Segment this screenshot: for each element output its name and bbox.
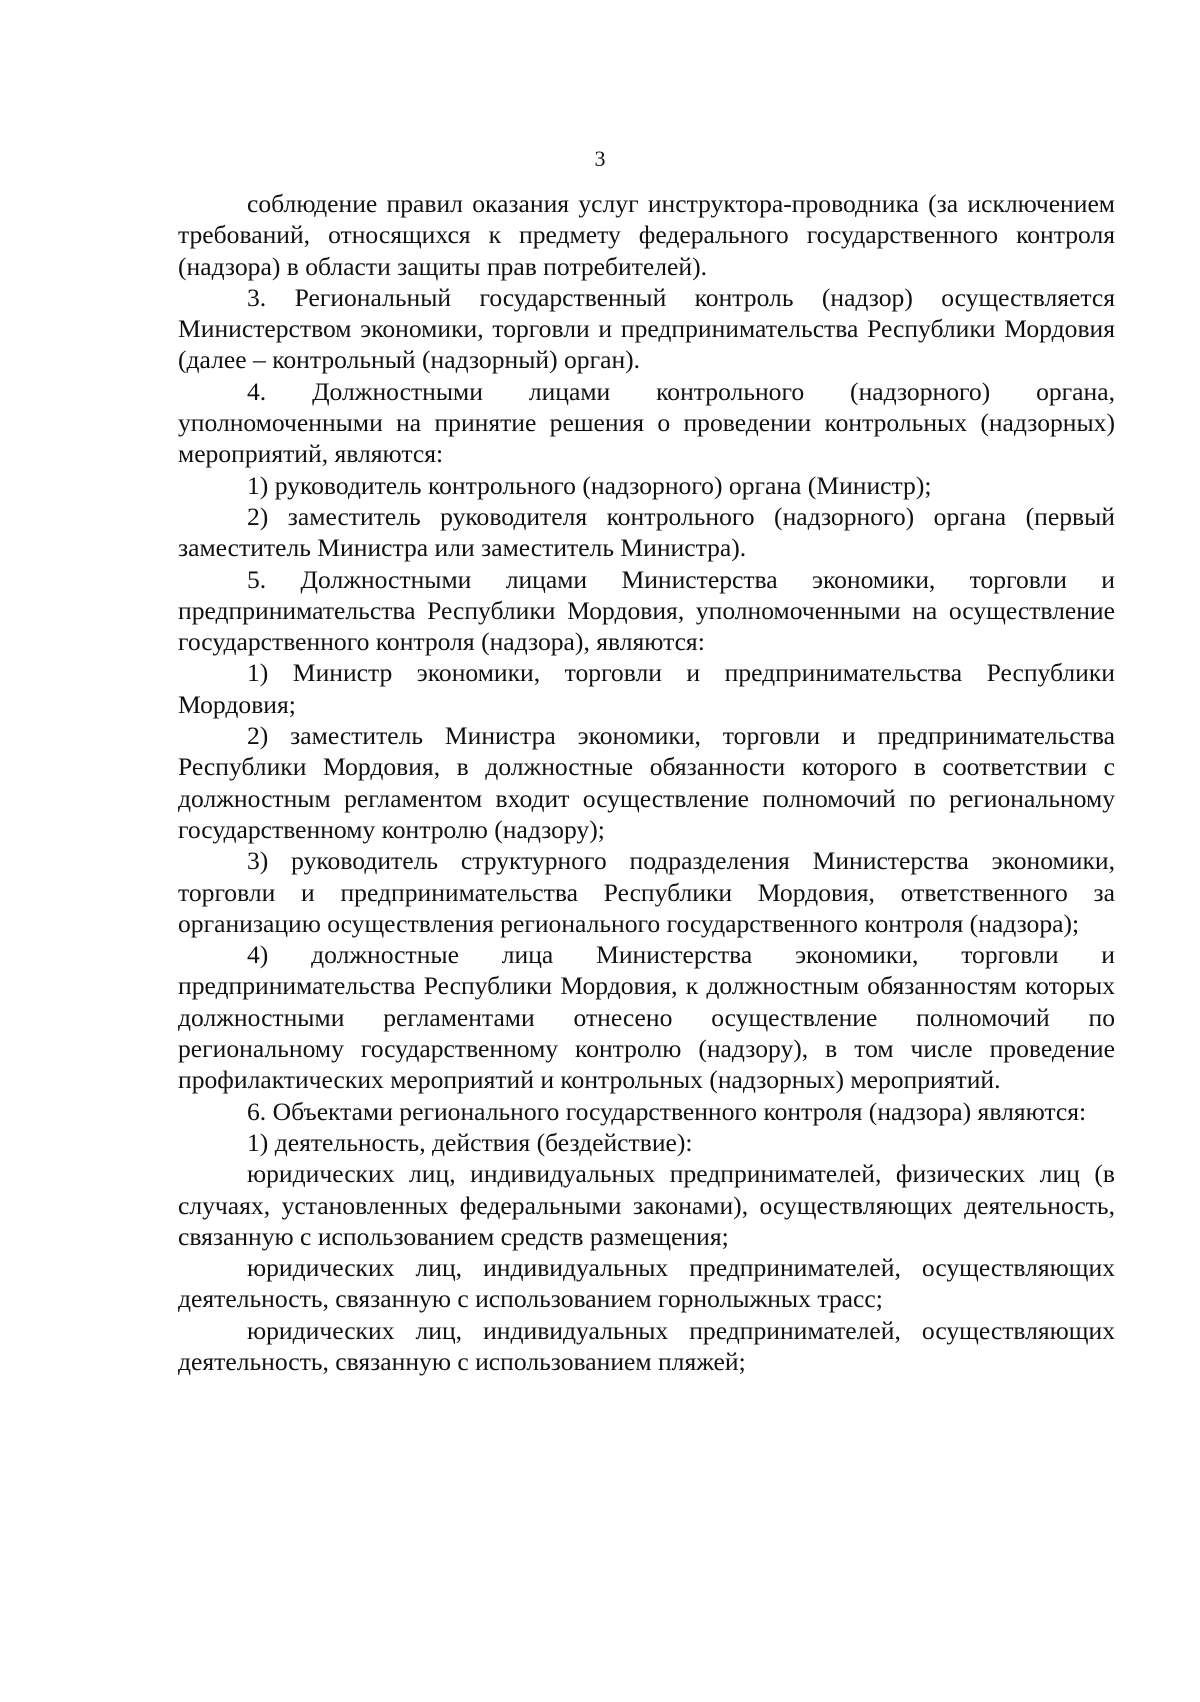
paragraph: 1) руководитель контрольного (надзорного) органа (Министр); [247, 470, 932, 500]
paragraph: юридических лиц, индивидуальных предпринимателей, физических лиц (в случаях, установленных федеральными законами), осуществляющих деятельность, связанную с использованием средств размещения; [178, 1159, 1115, 1251]
page-number: 3 [594, 146, 606, 171]
paragraph: 1) деятельность, действия (бездействие): [247, 1127, 693, 1157]
paragraph: соблюдение правил оказания услуг инструктора-проводника (за исключением требований, относящихся к предмету федерального государственного контроля (надзора) в области защиты прав потребителей). [178, 189, 1115, 281]
paragraph: 4) должностные лица Министерства экономики, торговли и предпринимательства Республики Мордовия, к должностным обязанностям которых должностными регламентами отнесено осуществление полномочий по региональному государственному контролю (надзору), в том числе проведение профилактических мероприятий и контрольных (надзорных) мероприятий. [178, 940, 1115, 1095]
paragraph: 3. Региональный государственный контроль (надзор) осуществляется Министерством экономики, торговли и предпринимательства Республики Мордовия (далее – контрольный (надзорный) орган). [178, 282, 1115, 375]
paragraph: 3) руководитель структурного подразделения Министерства экономики, торговли и предпринимательства Республики Мордовия, ответственного за организацию осуществления регионального государственного контроля (надзора); [178, 846, 1115, 938]
paragraph: 6. Объектами регионального государственного контроля (надзора) являются: [247, 1096, 1087, 1126]
paragraph: 4. Должностными лицами контрольного (надзорного) органа, уполномоченными на принятие решения о проведении контрольных (надзорных) мероприятий, являются: [178, 376, 1115, 469]
paragraph: юридических лиц, индивидуальных предпринимателей, осуществляющих деятельность, связанную с использованием горнолыжных трасс; [178, 1253, 1115, 1314]
paragraph: 1) Министр экономики, торговли и предпринимательства Республики Мордовия; [178, 658, 1115, 719]
paragraph: юридических лиц, индивидуальных предпринимателей, осуществляющих деятельность, связанную с использованием пляжей; [178, 1315, 1115, 1376]
paragraph: 2) заместитель Министра экономики, торговли и предпринимательства Республики Мордовия, в должностные обязанности которого в соответствии с должностным регламентом входит осуществление полномочий по региональному государственному контролю (надзору); [178, 721, 1115, 844]
paragraph: 2) заместитель руководителя контрольного (надзорного) органа (первый заместитель Министра или заместитель Министра). [178, 501, 1115, 563]
paragraph: 5. Должностными лицами Министерства экономики, торговли и предпринимательства Республики Мордовия, уполномоченными на осуществление государственного контроля (надзора), являются: [178, 564, 1115, 657]
document-body [178, 188, 1115, 1377]
